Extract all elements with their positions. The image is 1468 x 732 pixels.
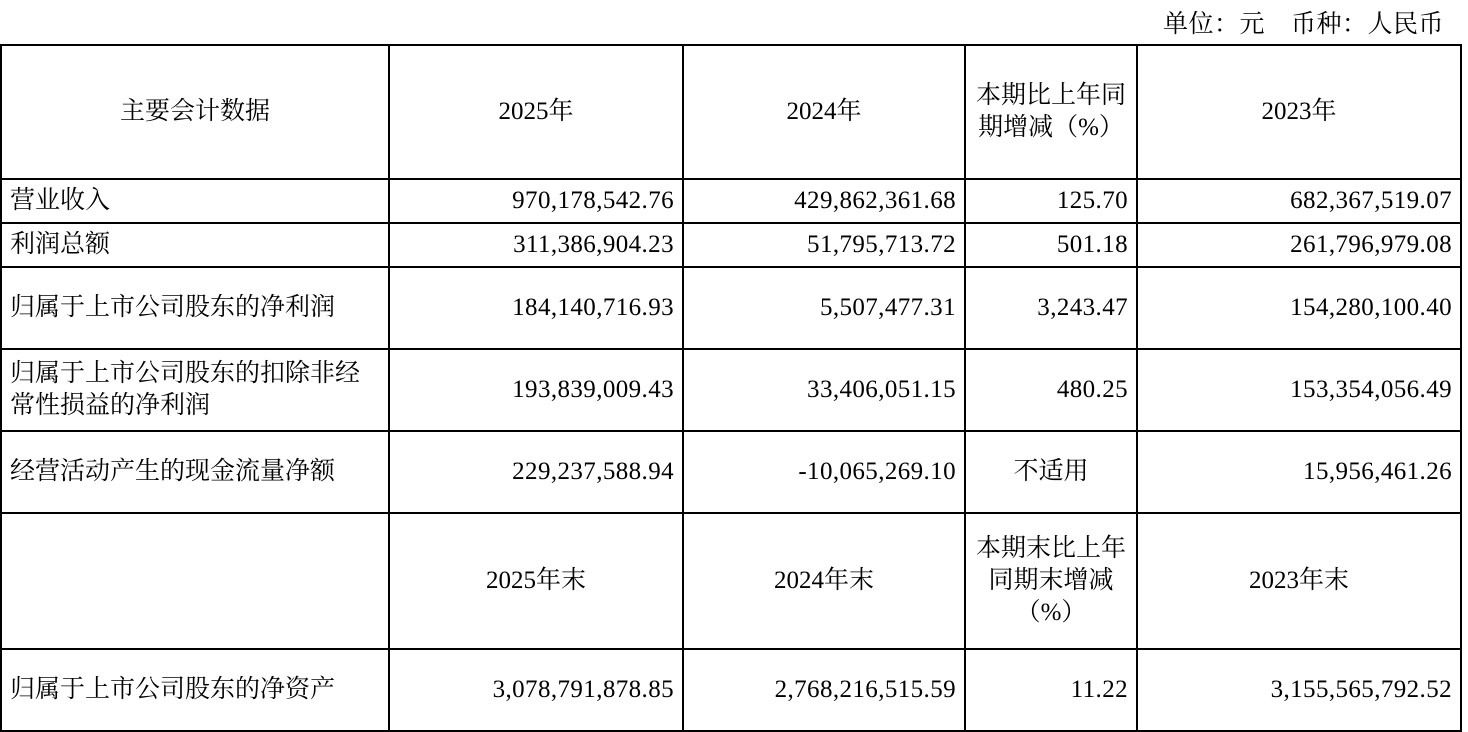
row-value-2024: 2,768,216,515.59 [683, 649, 965, 731]
row-label: 利润总额 [1, 223, 389, 267]
row-value-2023: 682,367,519.07 [1137, 179, 1461, 223]
table-row [1, 179, 1461, 223]
row-value-2025: 193,839,009.43 [389, 349, 683, 431]
row-value-2023: 15,956,461.26 [1137, 431, 1461, 513]
row-value-2023: 3,155,565,792.52 [1137, 649, 1461, 731]
row-value-change: 11.22 [965, 649, 1137, 731]
row-value-change: 480.25 [965, 349, 1137, 431]
row-label: 经营活动产生的现金流量净额 [1, 431, 389, 513]
header-cell-metric: 主要会计数据 [1, 45, 389, 179]
row-value-2024: 429,862,361.68 [683, 179, 965, 223]
row-label: 归属于上市公司股东的净资产 [1, 649, 389, 731]
row-label: 归属于上市公司股东的扣除非经常性损益的净利润 [1, 349, 389, 431]
row-value-2024: 51,795,713.72 [683, 223, 965, 267]
row-value-change: 125.70 [965, 179, 1137, 223]
row-value-2024: -10,065,269.10 [683, 431, 965, 513]
header-cell-2023: 2023年 [1137, 45, 1461, 179]
table-row [1, 267, 1461, 349]
header-cell-change: 本期比上年同期增减（%） [965, 45, 1137, 179]
table-header-row [1, 45, 1461, 179]
row-value-2023: 153,354,056.49 [1137, 349, 1461, 431]
subheader-cell-2023-end: 2023年末 [1137, 513, 1461, 649]
row-value-2023: 261,796,979.08 [1137, 223, 1461, 267]
subheader-cell-change: 本期末比上年同期末增减（%） [965, 513, 1137, 649]
row-value-2024: 33,406,051.15 [683, 349, 965, 431]
row-value-2025: 970,178,542.76 [389, 179, 683, 223]
subheader-cell-2025-end: 2025年末 [389, 513, 683, 649]
row-value-2024: 5,507,477.31 [683, 267, 965, 349]
row-label: 营业收入 [1, 179, 389, 223]
header-cell-2024: 2024年 [683, 45, 965, 179]
unit-note: 单位：元 [1162, 11, 1265, 38]
row-value-2025: 3,078,791,878.85 [389, 649, 683, 731]
row-value-change: 3,243.47 [965, 267, 1137, 349]
currency-note: 币种：人民币 [1290, 11, 1444, 38]
subheader-cell-2024-end: 2024年末 [683, 513, 965, 649]
main-financial-table [0, 44, 1462, 732]
row-value-2023: 154,280,100.40 [1137, 267, 1461, 349]
table-row [1, 431, 1461, 513]
table-row [1, 349, 1461, 431]
unit-currency-note [1163, 4, 1444, 40]
row-label: 归属于上市公司股东的净利润 [1, 267, 389, 349]
row-value-2025: 311,386,904.23 [389, 223, 683, 267]
row-value-change: 不适用 [965, 431, 1137, 513]
subheader-cell-blank [1, 513, 389, 649]
row-value-2025: 229,237,588.94 [389, 431, 683, 513]
row-value-2025: 184,140,716.93 [389, 267, 683, 349]
table-row [1, 223, 1461, 267]
header-cell-2025: 2025年 [389, 45, 683, 179]
table-subheader-row [1, 513, 1461, 649]
row-value-change: 501.18 [965, 223, 1137, 267]
